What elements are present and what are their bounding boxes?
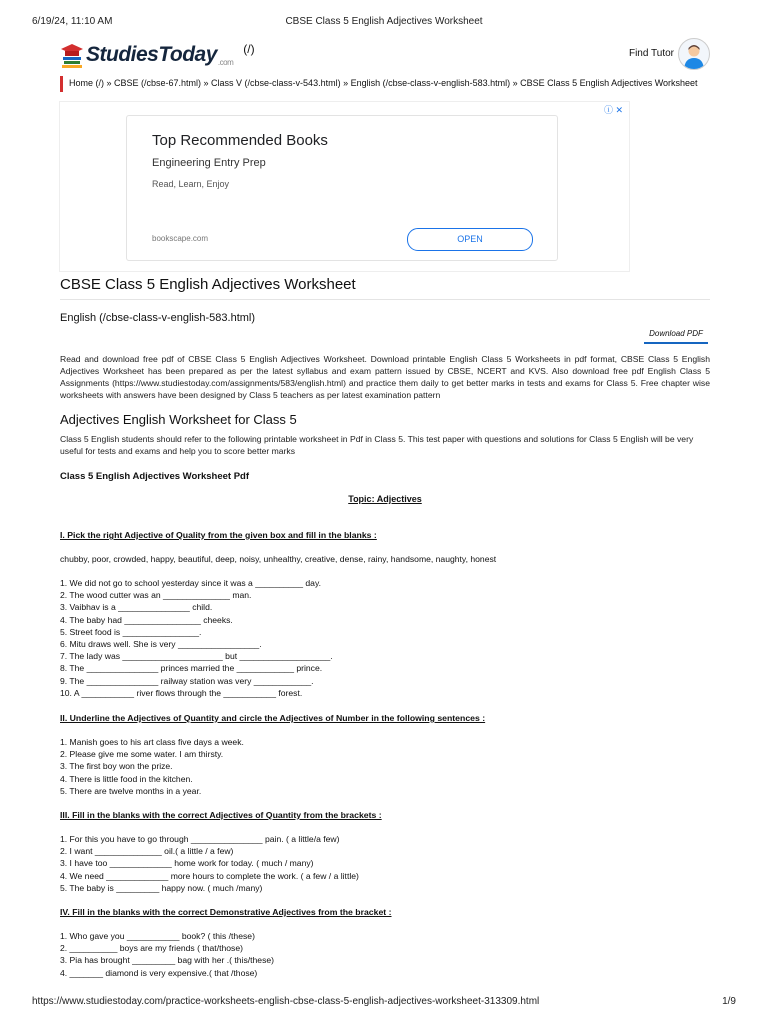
list-item: 2. I want ______________ oil.( a little / a few) <box>60 846 234 857</box>
list-item: 2. Please give me some water. I am thirsty. <box>60 749 224 760</box>
worksheet-topic: Topic: Adjectives <box>348 494 422 504</box>
worksheet-heading: Class 5 English Adjectives Worksheet Pdf <box>60 471 250 482</box>
list-item: 2. __________ boys are my friends ( that/those) <box>60 943 243 954</box>
list-item: 5. The baby is _________ happy now. ( much /many) <box>60 882 263 893</box>
category-link[interactable]: English (/cbse-class-v-english-583.html) <box>60 312 256 324</box>
list-item: 6. Mitu draws well. She is very _________________. <box>60 639 262 650</box>
section-4-questions <box>60 930 274 979</box>
list-item: 5. There are twelve months in a year. <box>60 785 202 796</box>
print-date: 6/19/24, 11:10 AM <box>32 16 113 27</box>
site-header <box>60 38 710 78</box>
list-item: 3. The first boy won the prize. <box>60 761 173 772</box>
section-4-title: IV. Fill in the blanks with the correct Demonstrative Adjectives from the bracket : <box>60 907 392 917</box>
list-item: 5. Street food is ________________. <box>60 626 202 637</box>
description-paragraph: Class 5 English students should refer to the following printable worksheet in Pdf in Class 5. This test paper with questions and solutions for Class 5 English will be very useful for tests and exams and help you to score better marks <box>60 434 694 457</box>
list-item: 8. The _______________ princes married the ____________ prince. <box>60 663 323 674</box>
section-3-title: III. Fill in the blanks with the correct Adjectives of Quantity from the brackets : <box>60 810 382 820</box>
print-page-number: 1/9 <box>722 996 736 1007</box>
list-item: 1. Manish goes to his art class five days a week. <box>60 737 244 747</box>
download-pdf-button[interactable]: Download PDF <box>644 329 708 344</box>
list-item: 3. Pia has brought _________ bag with her .( this/these) <box>60 955 275 966</box>
list-item: 3. I have too _____________ home work for today. ( much / many) <box>60 858 314 869</box>
ad-title: Top Recommended Books <box>152 132 328 149</box>
print-header <box>32 16 736 30</box>
divider <box>60 299 710 300</box>
section-1-title: I. Pick the right Adjective of Quality from the given box and fill in the blanks : <box>60 530 377 540</box>
section-2-title: II. Underline the Adjectives of Quantity and circle the Adjectives of Number in the following sentences : <box>60 713 486 723</box>
breadcrumb[interactable]: Home (/) » CBSE (/cbse-67.html) » Class V (/cbse-class-v-543.html) » English (/cbse-class-v-english-583.html) » CBSE Class 5 English Adjectives Worksheet <box>60 76 710 92</box>
section-2-questions <box>60 736 244 797</box>
ad-tagline: Read, Learn, Enjoy <box>152 179 230 189</box>
ad-card[interactable] <box>126 115 558 261</box>
list-item: 3. Vaibhav is a _______________ child. <box>60 602 213 613</box>
list-item: 1. For this you have to go through _______________ pain. ( a little/a few) <box>60 834 340 844</box>
tutor-avatar-icon[interactable] <box>678 38 710 70</box>
list-item: 2. The wood cutter was an ______________ man. <box>60 590 252 601</box>
print-footer <box>32 996 736 1010</box>
list-item: 4. The baby had ________________ cheeks. <box>60 614 233 625</box>
print-doc-title: CBSE Class 5 English Adjectives Worksheet <box>285 16 483 27</box>
site-logo[interactable] <box>60 40 255 70</box>
list-item: 4. _______ diamond is very expensive.( that /those) <box>60 967 258 978</box>
ad-frame <box>59 101 630 272</box>
list-item: 9. The _______________ railway station was very ____________. <box>60 675 314 686</box>
list-item: 1. We did not go to school yesterday since it was a __________ day. <box>60 578 322 588</box>
section-heading: Adjectives English Worksheet for Class 5 <box>60 412 297 427</box>
list-item: 1. Who gave you ___________ book? ( this /these) <box>60 931 255 941</box>
ad-domain: bookscape.com <box>152 234 209 243</box>
word-box: chubby, poor, crowded, happy, beautiful, deep, noisy, unhealthy, creative, dense, rainy, handsome, naughty, honest <box>60 554 497 564</box>
ad-subtitle: Engineering Entry Prep <box>152 157 266 169</box>
ad-open-button[interactable]: OPEN <box>407 228 533 251</box>
intro-paragraph: Read and download free pdf of CBSE Class 5 English Adjectives Worksheet. Download printable English Class 5 Worksheets in pdf format, CBSE Class 5 English Adjectives Worksheet has been prepared as per the latest syllabus and exam pattern issued by CBSE, NCERT and KVS. Also download free pdf English Class 5 Assignments (https://www.studiestoday.com/assignments/583/english.html) and practice them daily to get better marks in tests and exams for Class 5. Free chapter wise worksheets with answers have been designed by Class 5 teachers as per latest examination pattern <box>60 354 710 401</box>
list-item: 4. We need _____________ more hours to complete the work. ( a few / a little) <box>60 870 359 881</box>
ad-info-close-icon[interactable]: ⓘ ✕ <box>603 105 623 115</box>
find-tutor-link[interactable]: Find Tutor <box>628 48 674 59</box>
graduation-cap-icon <box>60 42 84 68</box>
page-title: CBSE Class 5 English Adjectives Worksheet <box>60 276 356 293</box>
list-item: 10. A ___________ river flows through the ___________ forest. <box>60 687 303 698</box>
print-url: https://www.studiestoday.com/practice-worksheets-english-cbse-class-5-english-adjectives-worksheet-313309.html <box>32 996 540 1007</box>
list-item: 7. The lady was _____________________ but ___________________. <box>60 651 333 662</box>
list-item: 4. There is little food in the kitchen. <box>60 773 193 784</box>
section-3-questions <box>60 833 359 894</box>
section-1-questions <box>60 577 333 699</box>
home-link[interactable]: (/) <box>243 42 255 56</box>
logo-text: StudiesToday.com <box>86 43 234 67</box>
